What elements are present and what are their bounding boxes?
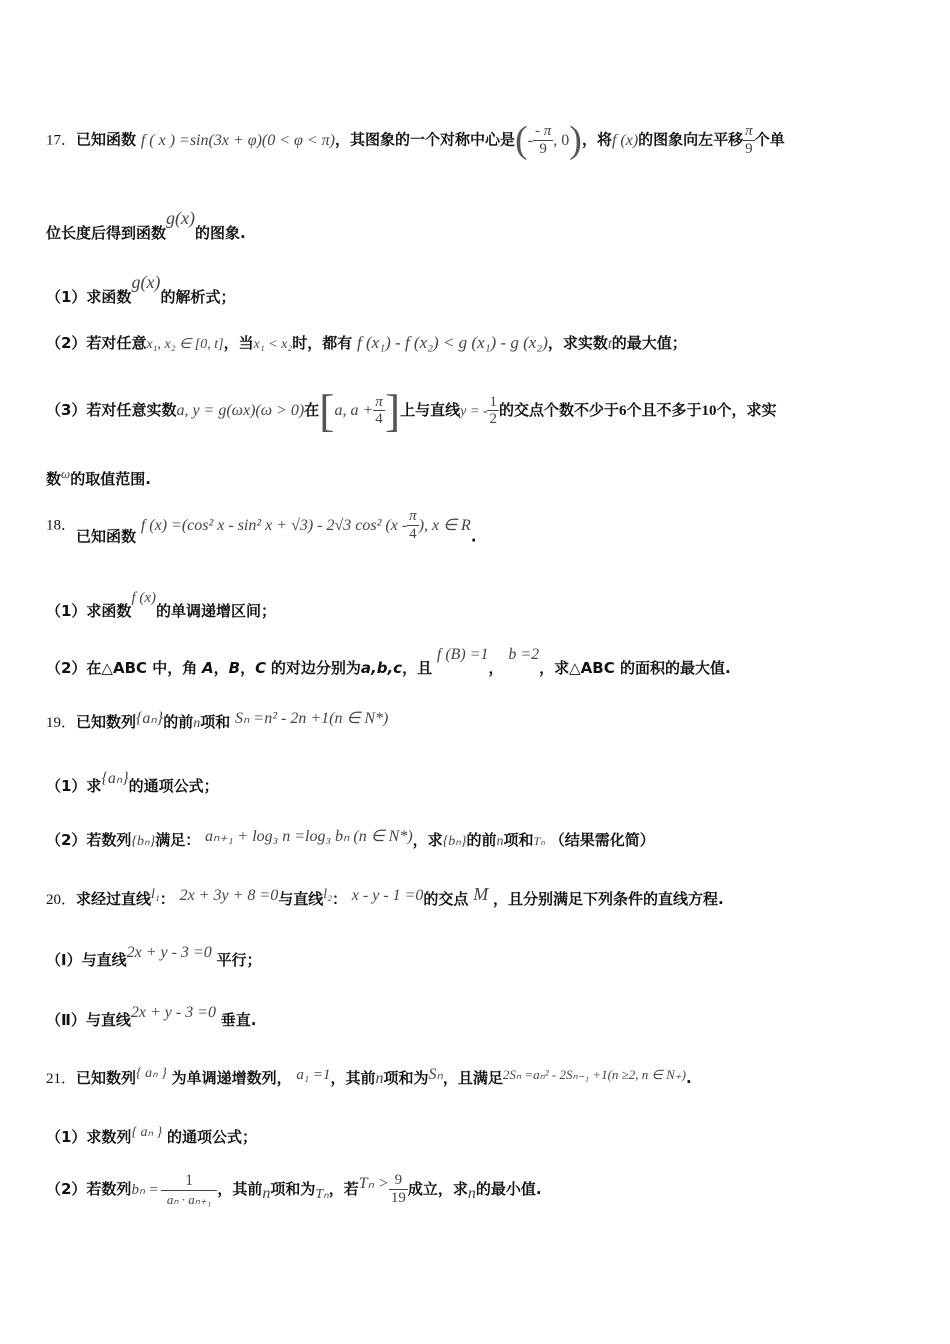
q20-text: 的交点 <box>423 890 469 908</box>
q19-line1 <box>46 708 388 732</box>
q19-part2-text: 的前 <box>466 831 497 849</box>
q17-interval: a, a + <box>334 402 374 419</box>
q20-eq2: x - y - 1 =0 <box>351 887 424 904</box>
q20-part1-text: （Ⅰ）与直线 <box>46 951 127 969</box>
q17-shift-fraction <box>743 123 755 157</box>
q20-M: M <box>473 884 489 904</box>
q18-formula: f (x) =(cos² x - sin² x + √3) - 2√3 cos² (x - <box>140 516 408 534</box>
q17-text: 已知函数 <box>76 130 137 149</box>
q18-part2 <box>46 646 731 678</box>
q17-part1-text: 的解析式； <box>160 288 236 306</box>
q21-seq: { aₙ } <box>136 1066 167 1081</box>
q18-number: 18． <box>46 517 77 534</box>
numerator: π <box>745 123 753 139</box>
q17-part2 <box>46 332 687 353</box>
q17-center-tail: , 0 <box>553 131 570 149</box>
q19-part2-text: 满足： <box>155 831 201 849</box>
denominator: 19 <box>390 1189 406 1206</box>
q21-part2 <box>46 1172 542 1207</box>
q19-text: 已知数列 <box>76 713 137 731</box>
q20-text: ： <box>159 890 175 908</box>
q21-n: n <box>375 1070 384 1087</box>
q19-text: 的前 <box>163 713 194 731</box>
q19-part1-text: 的通项公式； <box>128 777 219 795</box>
q21-part2-T: Tₙ <box>315 1186 329 1202</box>
q17-text: 的图象. <box>195 224 246 242</box>
q17-text: ，将 <box>581 130 612 149</box>
q19-part2 <box>46 826 655 850</box>
q19-part2-n: n <box>496 834 504 849</box>
q18-sep: ， <box>213 659 229 677</box>
q21-part2-b: bₙ = <box>131 1181 159 1198</box>
q20-eq1: 2x + 3y + 8 =0 <box>179 887 279 904</box>
q17-part3-text: 的交点个数不少于 <box>498 401 619 419</box>
q21-a1: a₁ =1 <box>296 1067 331 1083</box>
q21-part2-T2: Tₙ > <box>358 1174 389 1192</box>
q19-part2-text: （结果需化简） <box>549 831 655 849</box>
q17-part1-g: g(x) <box>131 272 161 292</box>
q18-formula-tail: ), x ∈ R <box>418 516 471 534</box>
q21-text: 为单调递增数列， <box>171 1069 292 1087</box>
q20-part2-text: （Ⅱ）与直线 <box>46 1011 131 1029</box>
denominator: aₙ · aₙ₊₁ <box>161 1190 218 1207</box>
q21-part1-text: 的通项公式； <box>167 1128 258 1146</box>
numerator: - π <box>535 123 552 139</box>
q20-l2: l₂ <box>323 887 332 902</box>
q17-part2-text: （2）若对任意 <box>46 334 147 352</box>
q18-angle-a: A <box>202 659 214 677</box>
q17-part3-text: （3）若对任意实数 <box>46 401 177 419</box>
q21-text: 已知数列 <box>76 1069 137 1087</box>
q17-line2 <box>46 208 246 243</box>
q21-part2-text: ，其前 <box>217 1179 263 1198</box>
q20-number: 20． <box>46 892 77 908</box>
q20-text: ，且分别满足下列条件的直线方程. <box>493 890 724 908</box>
q21-part1-text: （1）求数列 <box>46 1128 132 1146</box>
left-bracket: [ <box>319 385 335 436</box>
right-bracket: ] <box>384 385 401 436</box>
q17-part2-text: 时，都有 <box>292 334 353 352</box>
q21-number: 21． <box>46 1071 77 1087</box>
q19-part2-text: （2）若数列 <box>46 831 132 849</box>
q21-formula: 2Sₙ =aₙ² - 2Sₙ₋₁ +1(n ≥2, n ∈ N₊) <box>502 1067 686 1082</box>
q20-text: ： <box>331 890 347 908</box>
q17-part3-text: 数 <box>46 470 62 488</box>
q17-text: 位长度后得到函数 <box>46 224 167 242</box>
q19-part2-seq: {bₙ} <box>131 834 156 849</box>
q19-formula: Sₙ =n² - 2n +1(n ∈ N*) <box>235 710 389 727</box>
denominator: 4 <box>373 410 385 428</box>
q17-formula-f: f ( x ) =sin(3x + φ)(0 < φ < π) <box>140 131 336 149</box>
q19-part2-text: 项和 <box>503 831 534 849</box>
q17-part3-n2: 10 <box>701 403 717 419</box>
q19-seq: {aₙ} <box>136 710 164 727</box>
q17-part2-text: ，求实数 <box>547 334 608 352</box>
q18-sides: a,b,c <box>360 659 403 677</box>
q17-part3-text: 上与直线 <box>400 401 461 419</box>
q20-part2-text: 垂直. <box>220 1011 257 1029</box>
q17-line1 <box>46 118 785 162</box>
q19-part1-seq: {aₙ} <box>101 770 129 787</box>
q18-part2-text: ，且 <box>402 659 433 677</box>
q17-part3-formula: a, y = g(ωx)(ω > 0) <box>176 402 305 419</box>
q18-part2-text: （2）在△ABC 中，角 <box>46 659 198 677</box>
q18-line1 <box>46 508 477 547</box>
q17-part3-text: 在 <box>304 401 320 419</box>
q18-part1-f: f (x) <box>131 590 157 606</box>
q17-part2-formula3: f (x₁) - f (x₂) < g (x₁) - g (x₂) <box>357 333 548 352</box>
q17-part1 <box>46 272 235 307</box>
q21-part2-text: （2）若数列 <box>46 1179 132 1198</box>
numerator: π <box>409 508 417 524</box>
left-paren: ( <box>515 119 528 161</box>
numerator: 1 <box>489 393 497 410</box>
q18-angle-b: B <box>228 659 241 677</box>
q21-S: Sₙ <box>428 1066 443 1083</box>
numerator: π <box>375 393 383 410</box>
q21-text: 项和为 <box>383 1069 429 1087</box>
q21-part2-text: 项和为 <box>270 1179 316 1198</box>
q17-part2-text: 的最大值； <box>611 334 687 352</box>
q18-text: 已知函数 <box>76 527 137 546</box>
q18-part1-text: （1）求函数 <box>46 602 132 620</box>
q17-part3-n1: 6 <box>619 403 627 419</box>
q17-number: 17． <box>46 132 77 149</box>
q19-text: 项和 <box>200 713 231 731</box>
q21-part2-fraction2 <box>389 1172 408 1206</box>
q21-part2-n: n <box>262 1184 271 1202</box>
q17-text: 的图象向左平移 <box>638 130 744 149</box>
q17-interval-fraction <box>373 394 385 428</box>
q17-part1-text: （1）求函数 <box>46 288 132 306</box>
q17-part2-formula1: x₁, x₂ ∈ [0, t] <box>146 337 224 352</box>
q17-part2-t: t <box>607 337 612 352</box>
q19-n: n <box>193 716 201 731</box>
q21-part1-seq: { aₙ } <box>131 1125 163 1140</box>
q21-part2-text: 成立，求 <box>407 1179 468 1198</box>
q20-line1 <box>46 884 724 909</box>
q20-text: 求经过直线 <box>76 890 152 908</box>
right-paren: ) <box>569 119 582 161</box>
q20-l1: l₁ <box>151 887 160 902</box>
q21-line1 <box>46 1064 692 1088</box>
q18-sep: ， <box>240 659 256 677</box>
numerator: 9 <box>394 1172 403 1189</box>
q17-part3-text: 个且不多于 <box>626 401 702 419</box>
q17-part3-y: y = - <box>460 404 488 419</box>
q17-part3-text: 个，求实 <box>716 401 777 419</box>
denominator: 9 <box>533 140 553 158</box>
q20-part1 <box>46 944 262 970</box>
q21-part2-fraction <box>161 1172 218 1207</box>
q20-part2 <box>46 1004 257 1030</box>
q17-part3-text: 的取值范围. <box>70 470 151 488</box>
q18-part2-formula1: f (B) =1 <box>436 646 489 663</box>
q21-part1 <box>46 1124 257 1147</box>
minus: - <box>527 131 534 149</box>
q18-part2-text: ，求△ABC 的面积的最大值. <box>539 659 731 677</box>
q21-part2-text: 的最小值. <box>475 1179 542 1198</box>
q19-part1 <box>46 768 219 796</box>
q18-part1 <box>46 590 276 621</box>
q17-part3 <box>46 384 777 437</box>
q21-part2-text: ，若 <box>328 1179 359 1198</box>
q17-part3-line2 <box>46 466 151 489</box>
q19-number: 19． <box>46 715 77 731</box>
q21-text: ，其前 <box>330 1069 376 1087</box>
denominator: 2 <box>489 411 497 427</box>
denominator: 9 <box>743 140 755 158</box>
q17-formula-f2: f (x) <box>611 131 639 149</box>
q17-part3-omega: ω <box>61 466 71 481</box>
q17-part2-text: ，当 <box>223 334 254 352</box>
q18-text: . <box>470 527 477 546</box>
q17-text: 个单 <box>754 130 785 149</box>
q17-y-fraction <box>487 394 499 428</box>
q19-part2-formula: aₙ₊₁ + log₃ n =log₃ bₙ (n ∈ N*) <box>205 828 413 845</box>
q21-text: ，且满足 <box>442 1069 503 1087</box>
q21-text: . <box>686 1069 692 1087</box>
q17-center-fraction <box>533 123 553 157</box>
q20-part1-formula: 2x + y - 3 =0 <box>126 944 212 961</box>
q20-part2-formula: 2x + y - 3 =0 <box>130 1004 217 1021</box>
q18-fraction <box>407 508 419 542</box>
q17-part2-formula2: x₁ < x₂ <box>253 337 293 352</box>
q18-angle-c: C <box>255 659 267 677</box>
q20-text: 与直线 <box>278 890 324 908</box>
q18-part1-text: 的单调递增区间； <box>156 602 277 620</box>
q21-part2-n2: n <box>467 1184 476 1202</box>
q19-part2-text: ，求 <box>412 831 443 849</box>
q17-g: g(x) <box>166 208 195 228</box>
numerator: 1 <box>185 1172 194 1189</box>
q19-part1-text: （1）求 <box>46 777 102 795</box>
q18-part2-formula2: b =2 <box>508 646 540 663</box>
q19-part2-seq2: {bₙ} <box>442 834 467 849</box>
q18-part2-text: 的对边分别为 <box>270 659 361 677</box>
q20-part1-text: 平行； <box>216 951 262 969</box>
q17-text: ，其图象的一个对称中心是 <box>335 130 516 149</box>
denominator: 4 <box>407 525 419 543</box>
q19-part2-T: Tₙ <box>533 834 545 848</box>
q18-part2-text: ， <box>488 659 504 677</box>
